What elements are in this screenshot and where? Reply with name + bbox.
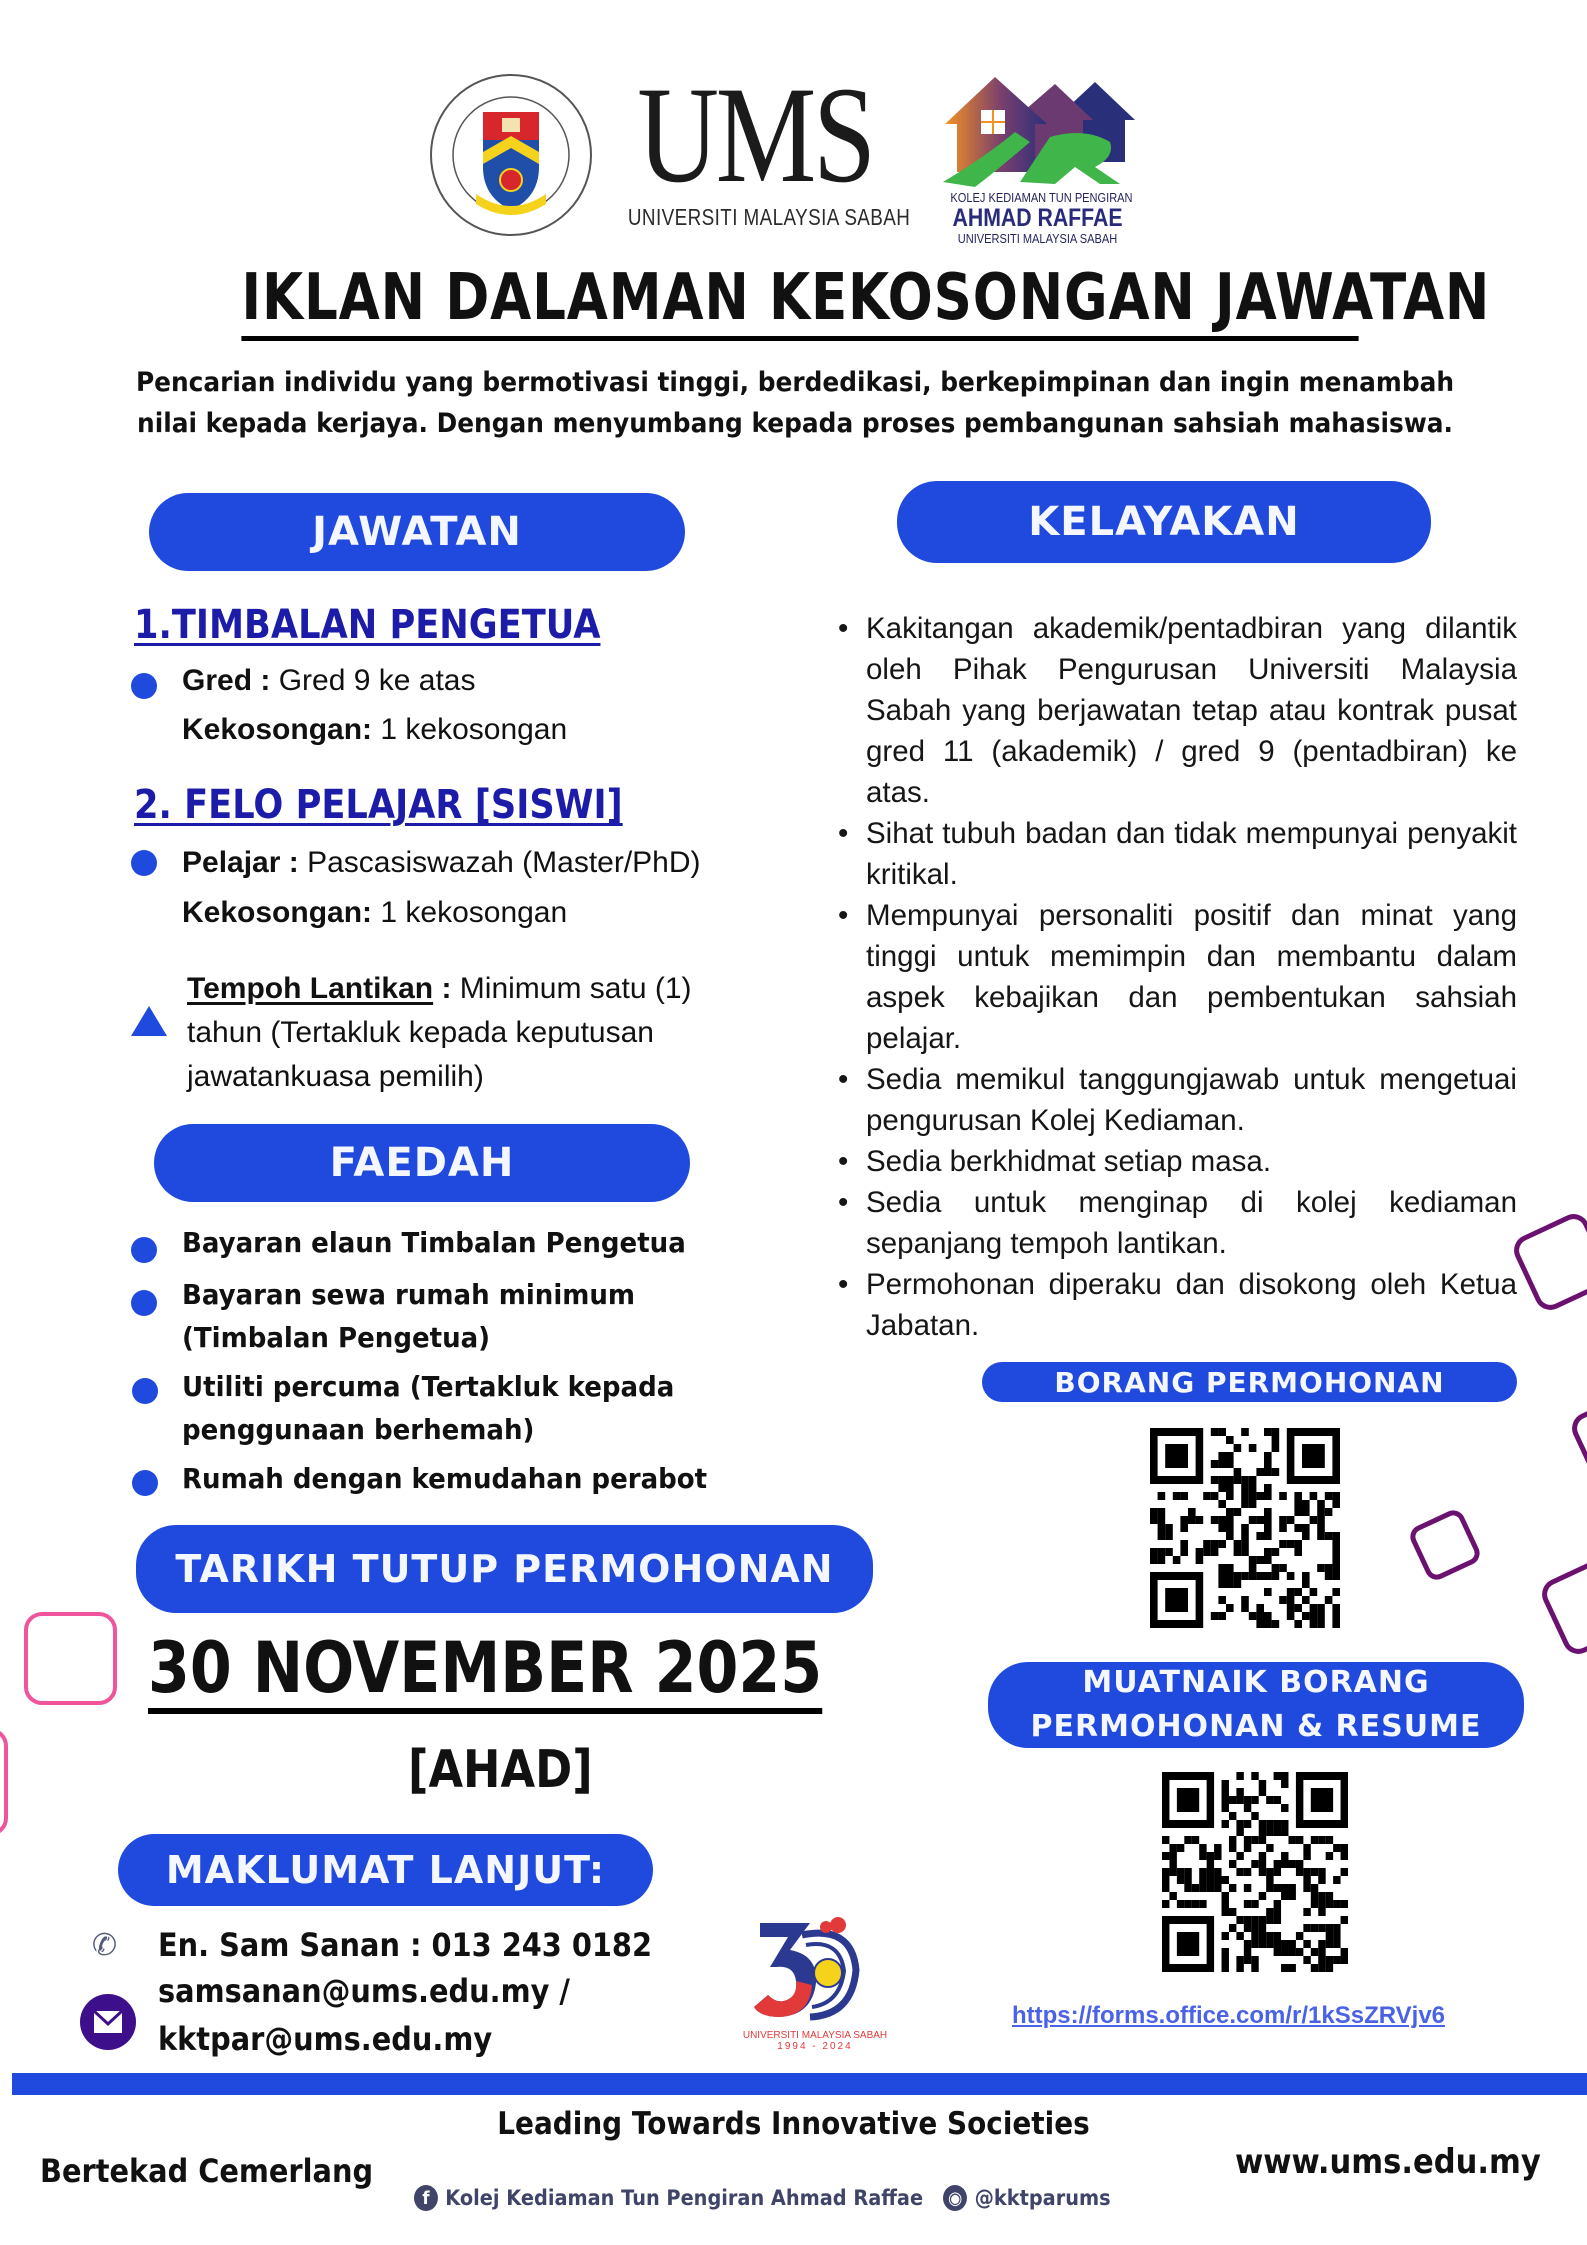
- benefit-item: Rumah dengan kemudahan perabot: [182, 1462, 708, 1495]
- footer-motto: Bertekad Cemerlang: [40, 2152, 374, 2190]
- borang-header: BORANG PERMOHONAN: [982, 1362, 1517, 1402]
- college-name-line1: KOLEJ KEDIAMAN TUN PENGIRAN: [950, 190, 1133, 205]
- closing-day: [AHAD]: [408, 1740, 593, 1800]
- position-vacancy: [182, 896, 567, 930]
- muatnaik-line1: MUATNAIK BORANG: [1082, 1665, 1430, 1700]
- anniversary-years: 1994 - 2024: [777, 2041, 853, 2052]
- decorative-square: [1537, 1553, 1587, 1659]
- ums-subtitle: UNIVERSITI MALAYSIA SABAH: [627, 204, 911, 230]
- qualification-item: • Kakitangan akademik/pentadbiran yang dilantik oleh Pihak Pengurusan Universiti Malaysia Sabah yang berjawatan tetap atau kontrak pusat gred 11 (akademik) / gred 9 (pentadbiran) ke atas.: [862, 608, 1517, 813]
- tempoh-line3: jawatankuasa pemilih): [187, 1060, 484, 1093]
- position-heading: 2. FELO PELAJAR [SISWI]: [134, 782, 623, 828]
- decorative-square: [1406, 1506, 1483, 1583]
- anniversary-text: UNIVERSITI MALAYSIA SABAH: [742, 2030, 888, 2041]
- footer-bar: [12, 2073, 1587, 2095]
- position-heading: 1.TIMBALAN PENGETUA: [134, 602, 601, 648]
- contact-email-2[interactable]: kktpar@ums.edu.my: [158, 2020, 493, 2058]
- position-vacancy: [182, 713, 567, 747]
- bullet-dot-icon: [132, 1378, 158, 1404]
- bullet-dot-icon: [131, 1290, 157, 1316]
- benefit-item: Utiliti percuma (Tertakluk kepada: [182, 1370, 675, 1403]
- benefit-item: Bayaran sewa rumah minimum: [182, 1278, 636, 1311]
- decorative-square: [24, 1612, 117, 1705]
- position-student: [182, 846, 701, 880]
- college-name-line2: AHMAD RAFFAE: [952, 204, 1123, 232]
- grade-value: Gred 9 ke atas: [270, 664, 476, 697]
- qualification-item: • Sihat tubuh badan dan tidak mempunyai penyakit kritikal.: [862, 813, 1517, 895]
- bullet-dot-icon: [132, 1470, 158, 1496]
- intro-text: Pencarian individu yang bermotivasi tinggi, berdedikasi, berkepimpinan dan ingin menambah nilai kepada kerjaya. Dengan menyumbang kepada proses pembangunan sahsiah mahasiswa.: [135, 367, 1455, 439]
- qualification-list: [862, 608, 1517, 1346]
- email-icon: [80, 1994, 136, 2050]
- bullet-dot-icon: [131, 673, 157, 699]
- ums-seal-logo: [428, 72, 594, 238]
- instagram-handle[interactable]: @kktparums: [974, 2186, 1111, 2210]
- ums-wordmark-logo: [600, 58, 911, 240]
- tempoh-label: Tempoh Lantikan: [187, 972, 434, 1005]
- closing-date: 30 NOVEMBER 2025: [148, 1628, 822, 1714]
- vacancy-label: Kekosongan:: [182, 896, 373, 929]
- decorative-square: [0, 1728, 8, 1836]
- facebook-name[interactable]: Kolej Kediaman Tun Pengiran Ahmad Raffae: [445, 2186, 924, 2210]
- benefit-item-cont: penggunaan berhemah): [182, 1413, 535, 1446]
- page-title: IKLAN DALAMAN KEKOSONGAN JAWATAN: [241, 262, 1358, 341]
- tempoh-line1: [187, 972, 692, 1006]
- muatnaik-line2: PERMOHONAN & RESUME: [1030, 1709, 1482, 1744]
- qualification-item: • Permohonan diperaku dan disokong oleh Ketua Jabatan.: [862, 1264, 1517, 1346]
- qr-code-upload[interactable]: [1162, 1772, 1348, 1972]
- footer-social: [414, 2185, 1111, 2211]
- instagram-icon[interactable]: ◉: [943, 2185, 967, 2211]
- qr-code-borang[interactable]: [1150, 1428, 1340, 1628]
- bullet-dot-icon: [131, 1237, 157, 1263]
- college-name-line3: UNIVERSITI MALAYSIA SABAH: [957, 231, 1118, 246]
- closing-date-header: TARIKH TUTUP PERMOHONAN: [136, 1525, 873, 1613]
- qualification-item: • Sedia berkhidmat setiap masa.: [862, 1141, 1517, 1182]
- college-houses-icon: [935, 72, 1140, 190]
- qualification-item: • Sedia untuk menginap di kolej kediaman sepanjang tempoh lantikan.: [862, 1182, 1517, 1264]
- bullet-dot-icon: [131, 850, 157, 876]
- qualification-item: • Mempunyai personaliti positif dan minat yang tinggi untuk memimpin dan membantu dalam aspek kebajikan dan pembentukan sahsiah pelajar.: [862, 895, 1517, 1059]
- facebook-icon[interactable]: f: [414, 2185, 438, 2211]
- contact-phone: En. Sam Sanan : 013 243 0182: [158, 1926, 652, 1964]
- kelayakan-header: KELAYAKAN: [897, 481, 1431, 563]
- faedah-header: FAEDAH: [154, 1124, 690, 1202]
- tempoh-line2: tahun (Tertakluk kepada keputusan: [187, 1016, 654, 1049]
- jawatan-header: JAWATAN: [149, 493, 685, 571]
- forms-link[interactable]: https://forms.office.com/r/1kSsZRVjv6: [1012, 2002, 1446, 2029]
- benefit-item-cont: (Timbalan Pengetua): [182, 1321, 491, 1354]
- footer-website[interactable]: www.ums.edu.my: [1235, 2142, 1541, 2182]
- student-label: Pelajar :: [182, 846, 299, 879]
- anniversary-logo: [740, 1915, 890, 2050]
- phone-icon: ✆: [92, 1929, 118, 1962]
- benefit-item: Bayaran elaun Timbalan Pengetua: [182, 1226, 686, 1259]
- decorative-square: [1509, 1209, 1587, 1315]
- footer-tagline: Leading Towards Innovative Societies: [497, 2106, 1090, 2142]
- vacancy-value: 1 kekosongan: [372, 713, 568, 746]
- position-grade: [182, 664, 475, 698]
- decorative-square: [1567, 1387, 1587, 1493]
- contact-header: MAKLUMAT LANJUT:: [118, 1834, 653, 1906]
- muatnaik-header: [988, 1662, 1524, 1748]
- grade-label: Gred :: [182, 664, 271, 697]
- triangle-icon: [131, 1006, 167, 1036]
- vacancy-value: 1 kekosongan: [372, 896, 568, 929]
- student-value: Pascasiswazah (Master/PhD): [298, 846, 701, 879]
- contact-email-1[interactable]: samsanan@ums.edu.my /: [158, 1972, 570, 2010]
- tempoh-value: Minimum satu (1): [451, 972, 692, 1005]
- tempoh-separator: :: [433, 972, 452, 1005]
- college-logo: [935, 72, 1140, 246]
- qualification-item: • Sedia memikul tanggungjawab untuk mengetuai pengurusan Kolej Kediaman.: [862, 1059, 1517, 1141]
- ums-wordmark: UMS: [637, 58, 873, 211]
- vacancy-label: Kekosongan:: [182, 713, 373, 746]
